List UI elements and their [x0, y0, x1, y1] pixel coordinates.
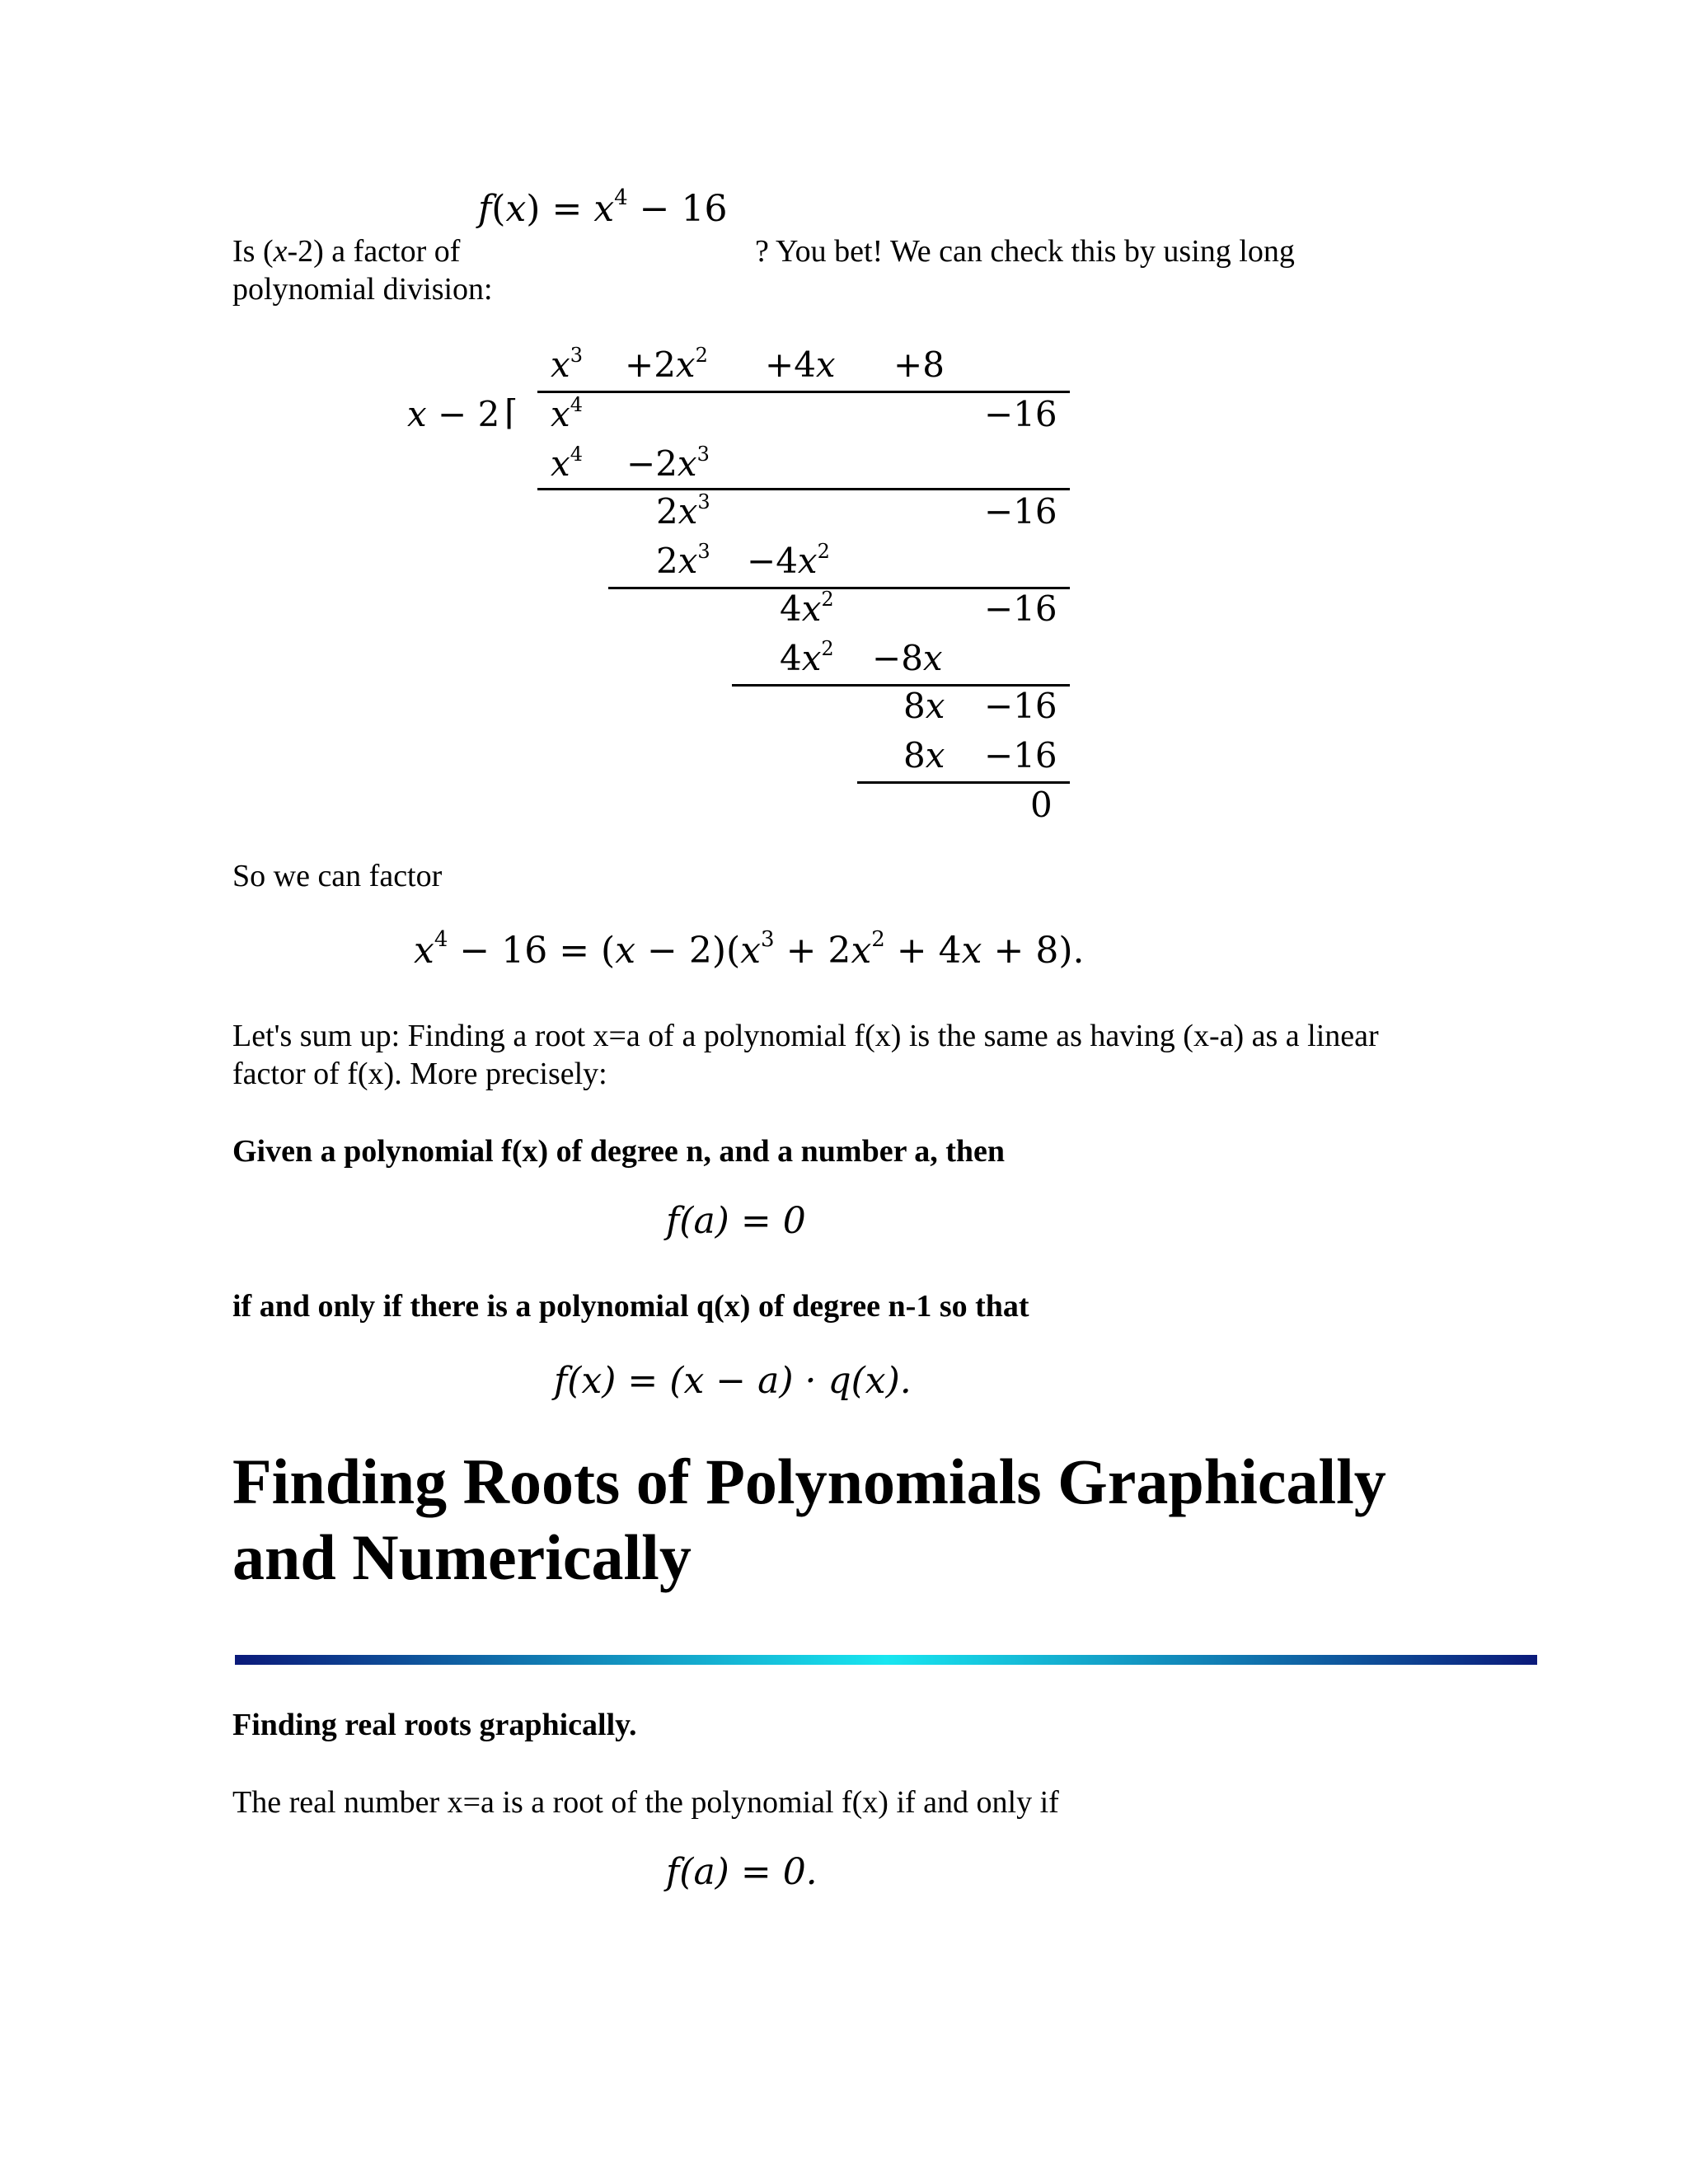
division-bar	[537, 391, 1070, 393]
subtract-row-3b: −8x	[872, 638, 943, 678]
remainder-row-3: 8x	[903, 686, 945, 726]
subtract-row-1: $x^4$	[551, 443, 583, 484]
intro-line1-end: ? You bet! We can check this by using long	[755, 234, 1295, 269]
summary-line1: Let's sum up: Finding a root x=a of a polynomial f(x) is the same as having (x-a) as a linear	[232, 1019, 1379, 1053]
dividend-lead: $x^4$	[551, 393, 583, 434]
graphical-text: The real number x=a is a root of the polynomial f(x) if and only if	[232, 1785, 1059, 1820]
intro-line1-mid: -2) a factor of	[287, 234, 461, 269]
quotient-term-2: $+2x^2$	[625, 344, 708, 385]
graphical-subheading: Finding real roots graphically.	[232, 1708, 637, 1742]
intro-line2: polynomial division:	[232, 272, 493, 307]
factor-equation: $x^4 - 16 = (x - 2)(x^3 + 2x^2 + 4x + 8)$.	[414, 927, 1085, 972]
division-bracket: ⌈	[504, 392, 518, 433]
section-heading	[232, 1444, 1535, 1596]
remainder-row-1-const: −16	[984, 491, 1057, 532]
intro-var: x	[273, 234, 288, 269]
graphical-eq: f(a) = 0.	[666, 1851, 818, 1893]
theorem-given: Given a polynomial f(x) of degree n, and a number a, then	[232, 1134, 1006, 1169]
intro-line1	[232, 232, 460, 270]
heading-line-2: and Numerically	[232, 1521, 692, 1593]
subtract-row-4: 8x	[903, 735, 945, 776]
quotient-term-3: +4x	[765, 344, 836, 385]
quotient-term-1: $x^3$	[551, 344, 583, 385]
summary-line2: factor of f(x). More precisely:	[232, 1057, 607, 1091]
subtract-row-4-const: −16	[984, 735, 1057, 776]
theorem-eq2: f(x) = (x − a) · q(x).	[554, 1360, 912, 1402]
factor-lead: So we can factor	[232, 859, 443, 893]
division-rule-4	[857, 781, 1070, 784]
remainder-row-3-const: −16	[984, 686, 1057, 726]
theorem-eq1: f(a) = 0	[666, 1200, 806, 1242]
remainder-row-2: $4x^2$	[780, 588, 834, 629]
heading-line-1: Finding Roots of Polynomials Graphically	[232, 1446, 1386, 1517]
subtract-row-2b: $-4x^2$	[747, 540, 830, 581]
section-divider	[235, 1655, 1537, 1665]
subtract-row-3: $4x^2$	[780, 637, 834, 678]
final-remainder: 0	[1030, 785, 1053, 825]
division-rule-1	[537, 488, 1070, 490]
intro-line1-start: Is (	[232, 234, 274, 269]
theorem-iff: if and only if there is a polynomial q(x) of degree n-1 so that	[232, 1289, 1029, 1324]
subtract-row-2: $2x^3$	[656, 540, 710, 581]
dividend-const: −16	[984, 394, 1057, 434]
intro-formula: $f(x) = x^4 - 16$	[478, 185, 728, 230]
remainder-row-1: $2x^3$	[656, 490, 710, 532]
quotient-term-4: +8	[893, 344, 945, 385]
divisor: x − 2	[407, 394, 500, 434]
remainder-row-2-const: −16	[984, 588, 1057, 629]
subtract-row-1b: $-2x^3$	[626, 443, 710, 484]
